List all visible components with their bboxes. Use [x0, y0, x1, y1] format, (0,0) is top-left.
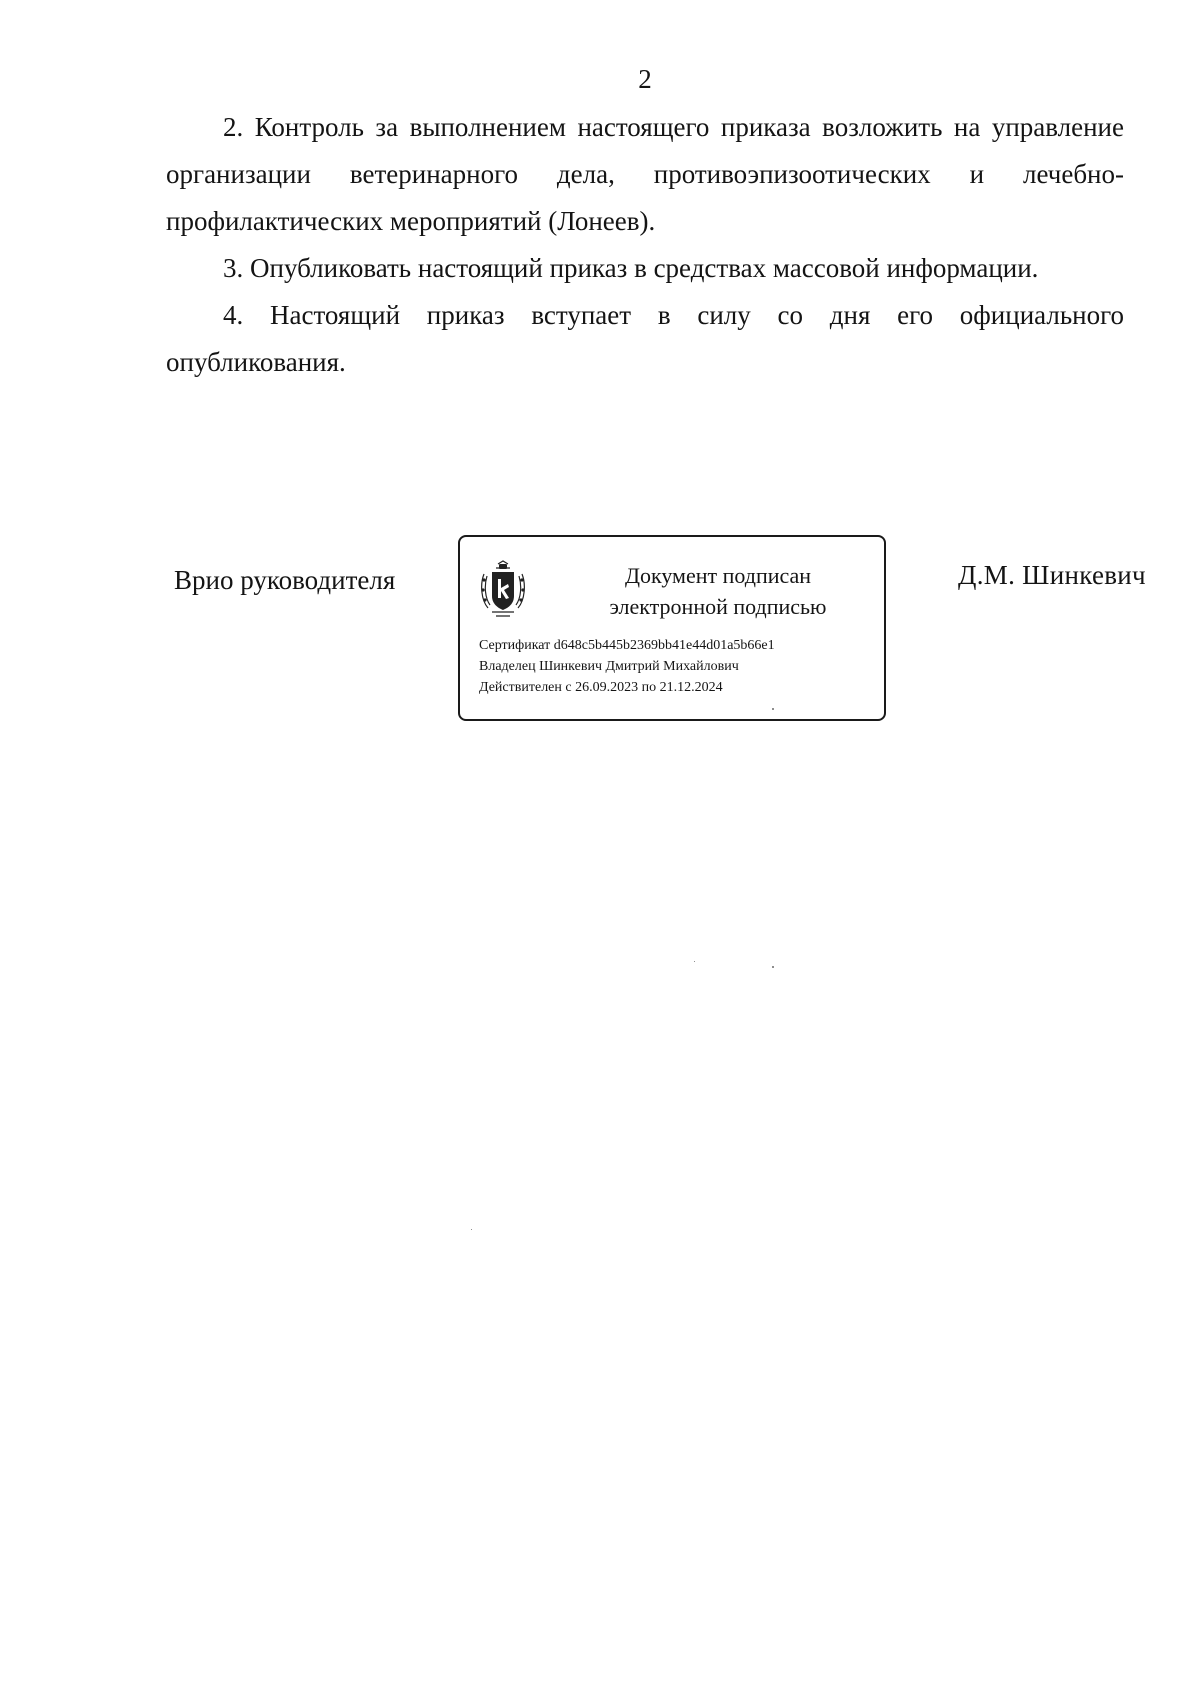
signer-position: Врио руководителя [174, 565, 396, 595]
scan-speck [772, 708, 774, 710]
stamp-title-line-1: Документ подписан [624, 563, 812, 588]
stamp-details [479, 635, 775, 698]
paragraph-control: 2. Контроль за выполнением настоящего приказа возложить на управление организации ветеринарного дела, противоэпизоотических и лечебно-профилактических мероприятий (Лонеев). [166, 112, 1124, 236]
scan-speck [694, 961, 695, 962]
stamp-title-line-2: электронной подписью [609, 594, 827, 619]
certificate-owner: Владелец Шинкевич Дмитрий Михайлович [479, 659, 739, 674]
stamp-title [588, 560, 848, 622]
coat-of-arms-icon [478, 560, 528, 620]
electronic-signature-stamp [458, 535, 886, 721]
scan-speck [772, 966, 774, 968]
paragraph-publish: 3. Опубликовать настоящий приказ в средствах массовой информации. [223, 253, 1039, 283]
certificate-number: Сертификат d648c5b445b2369bb41e44d01a5b66e1 [479, 638, 775, 653]
document-body [166, 104, 1124, 386]
certificate-validity: Действителен с 26.09.2023 по 21.12.2024 [479, 680, 723, 695]
scan-speck [471, 1229, 472, 1230]
page-number: 2 [638, 64, 652, 94]
signer-name: Д.М. Шинкевич [958, 560, 1146, 590]
paragraph-effective: 4. Настоящий приказ вступает в силу со дня его официального опубликования. [166, 300, 1124, 377]
